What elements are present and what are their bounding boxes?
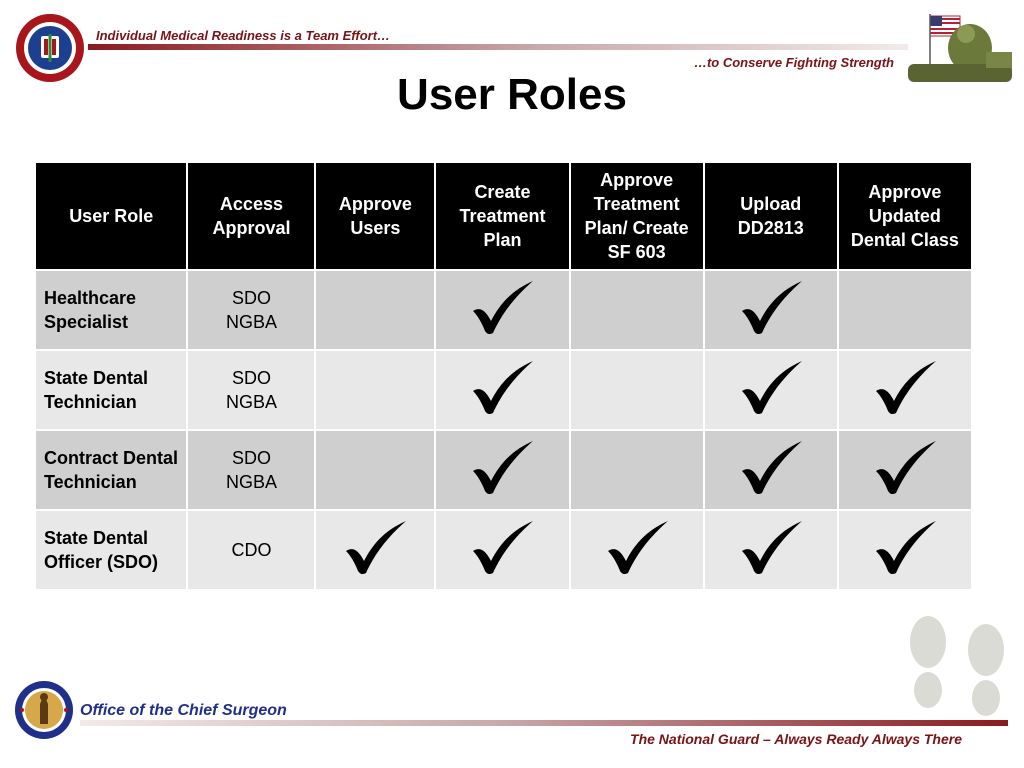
permission-cell: [436, 431, 568, 509]
access-approver: CDO: [231, 540, 272, 560]
access-approval-cell: [188, 511, 314, 589]
user-roles-table: [34, 161, 973, 591]
header-rule: [88, 44, 908, 50]
header-subtagline: …to Conserve Fighting Strength: [693, 55, 894, 70]
user-role-cell: State Dental Officer (SDO): [36, 511, 186, 589]
permission-cell: [316, 271, 434, 349]
access-approver: SDO: [231, 448, 271, 468]
header-tagline: Individual Medical Readiness is a Team Effort…: [96, 28, 391, 43]
column-header-access-approval: Access Approval: [188, 163, 314, 269]
table-row: [36, 271, 971, 349]
checkmark-icon: [467, 561, 537, 581]
checkmark-icon: [736, 481, 806, 501]
checkmark-icon: [602, 561, 672, 581]
permission-cell: [571, 511, 703, 589]
column-header-user-role: User Role: [36, 163, 186, 269]
access-approver: SDO: [231, 368, 271, 388]
column-header-approve-users: Approve Users: [316, 163, 434, 269]
permission-cell: [571, 351, 703, 429]
table-row: [36, 431, 971, 509]
checkmark-icon: [870, 481, 940, 501]
checkmark-icon: [340, 561, 410, 581]
checkmark-icon: [467, 401, 537, 421]
table-header-row: [36, 163, 971, 269]
checkmark-icon: [870, 561, 940, 581]
access-approver: SDO: [231, 288, 271, 308]
table-row: [36, 351, 971, 429]
permission-cell: [316, 511, 434, 589]
table-row: [36, 511, 971, 589]
permission-cell: [571, 431, 703, 509]
office-name: Office of the Chief Surgeon: [80, 702, 287, 719]
permission-cell: [436, 271, 568, 349]
access-approver: NGBA: [225, 392, 277, 412]
permission-cell: [705, 511, 837, 589]
footprints-icon: [898, 612, 1016, 720]
permission-cell: [839, 271, 971, 349]
access-approval-cell: [188, 431, 314, 509]
checkmark-icon: [736, 561, 806, 581]
permission-cell: [316, 351, 434, 429]
permission-cell: [571, 271, 703, 349]
footer-rule: [80, 720, 1008, 726]
permission-cell: [839, 511, 971, 589]
column-header-upload-dd2813: Upload DD2813: [705, 163, 837, 269]
user-role-cell: State Dental Technician: [36, 351, 186, 429]
page-title: User Roles: [397, 70, 627, 119]
access-approval-cell: [188, 351, 314, 429]
checkmark-icon: [736, 321, 806, 341]
column-header-approve-treatment-plan: Approve Treatment Plan/ Create SF 603: [571, 163, 703, 269]
permission-cell: [436, 351, 568, 429]
footer-slogan: The National Guard – Always Ready Always There: [630, 731, 962, 747]
user-role-cell: Healthcare Specialist: [36, 271, 186, 349]
permission-cell: [705, 351, 837, 429]
access-approver: NGBA: [225, 472, 277, 492]
permission-cell: [839, 431, 971, 509]
column-header-approve-dental-class: Approve Updated Dental Class: [839, 163, 971, 269]
access-approval-cell: [188, 271, 314, 349]
permission-cell: [839, 351, 971, 429]
checkmark-icon: [736, 401, 806, 421]
national-guard-seal-icon: [14, 680, 74, 740]
checkmark-icon: [870, 401, 940, 421]
permission-cell: [705, 271, 837, 349]
checkmark-icon: [467, 321, 537, 341]
permission-cell: [705, 431, 837, 509]
access-approver: NGBA: [225, 312, 277, 332]
checkmark-icon: [467, 481, 537, 501]
column-header-create-treatment-plan: Create Treatment Plan: [436, 163, 568, 269]
permission-cell: [436, 511, 568, 589]
permission-cell: [316, 431, 434, 509]
user-role-cell: Contract Dental Technician: [36, 431, 186, 509]
